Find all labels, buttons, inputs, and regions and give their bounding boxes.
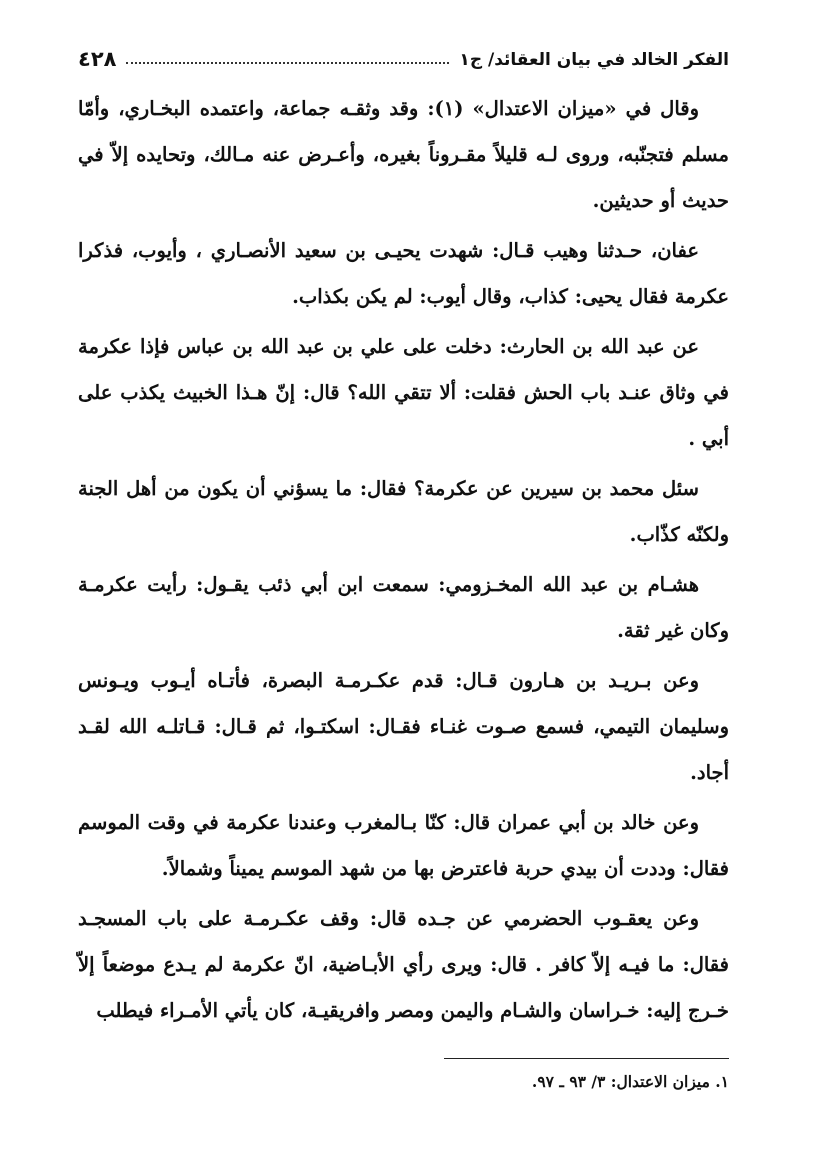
paragraph: وعن بـريـد بن هـارون قـال: قدم عكـرمـة البصرة، فأتـاه أيـوب ويـونس وسليمان التيمي، فسمع صـوت غنـاء فقـال: اسكتـوا، ثم قـال: قـاتلـه الله لقـد أجاد. bbox=[78, 669, 729, 784]
paragraph: عن عبد الله بن الحارث: دخلت على علي بن عبد الله بن عباس فإذا عكرمة في وثاق عنـد باب الحش فقلت: ألا تتقي الله؟ قال: إنّ هـذا الخبيث يكذب على أبي . bbox=[78, 335, 729, 450]
paragraph: وقال في «ميزان الاعتدال» (١): وقد وثقـه جماعة، واعتمده البخـاري، وأمّا مسلم فتجنّبه، وروى لـه قليلاً مقـروناً بغيره، وأعـرض عنه مـالك، وتحايده إلاّ في حديث أو حديثين. bbox=[78, 97, 729, 212]
page-number: ٤٢٨ bbox=[78, 47, 117, 71]
paragraph: وعن يعقـوب الحضرمي عن جـده قال: وقف عكـرمـة على باب المسجـد فقال: ما فيـه إلاّ كافر . قال: ويرى رأي الأبـاضية، انّ عكرمة لم يـدع موضعاً إلاّ خـرج إليه: خـراسان والشـام واليمن ومصر وافريقيـة، كان يأتي الأمـراء فيطلب bbox=[78, 907, 729, 1022]
running-head-title: الفكر الخالد في بيان العقائد/ ج١ bbox=[459, 50, 729, 70]
body-text bbox=[78, 86, 729, 1038]
paragraph: وعن خالد بن أبي عمران قال: كنّا بـالمغرب وعندنا عكرمة في وقت الموسم فقال: وددت أن بيدي حربة فاعترض بها من شهد الموسم يميناً وشمالاً. bbox=[78, 811, 729, 880]
footnote-divider bbox=[444, 1058, 729, 1059]
footnote: ١. ميزان الاعتدال: ٣/ ٩٣ ـ ٩٧. bbox=[531, 1072, 729, 1091]
paragraph: هشـام بن عبد الله المخـزومي: سمعت ابن أبي ذئب يقـول: رأيت عكرمـة وكان غير ثقة. bbox=[78, 573, 729, 642]
paragraph: عفان، حـدثنا وهيب قـال: شهدت يحيـى بن سعيد الأنصـاري ، وأيوب، فذكرا عكرمة فقال يحيى: كذاب، وقال أيوب: لم يكن بكذاب. bbox=[78, 239, 729, 308]
paragraph: سئل محمد بن سيرين عن عكرمة؟ فقال: ما يسؤني أن يكون من أهل الجنة ولكنّه كذّاب. bbox=[78, 477, 729, 546]
leader-dots bbox=[126, 62, 449, 64]
running-head bbox=[78, 38, 729, 72]
